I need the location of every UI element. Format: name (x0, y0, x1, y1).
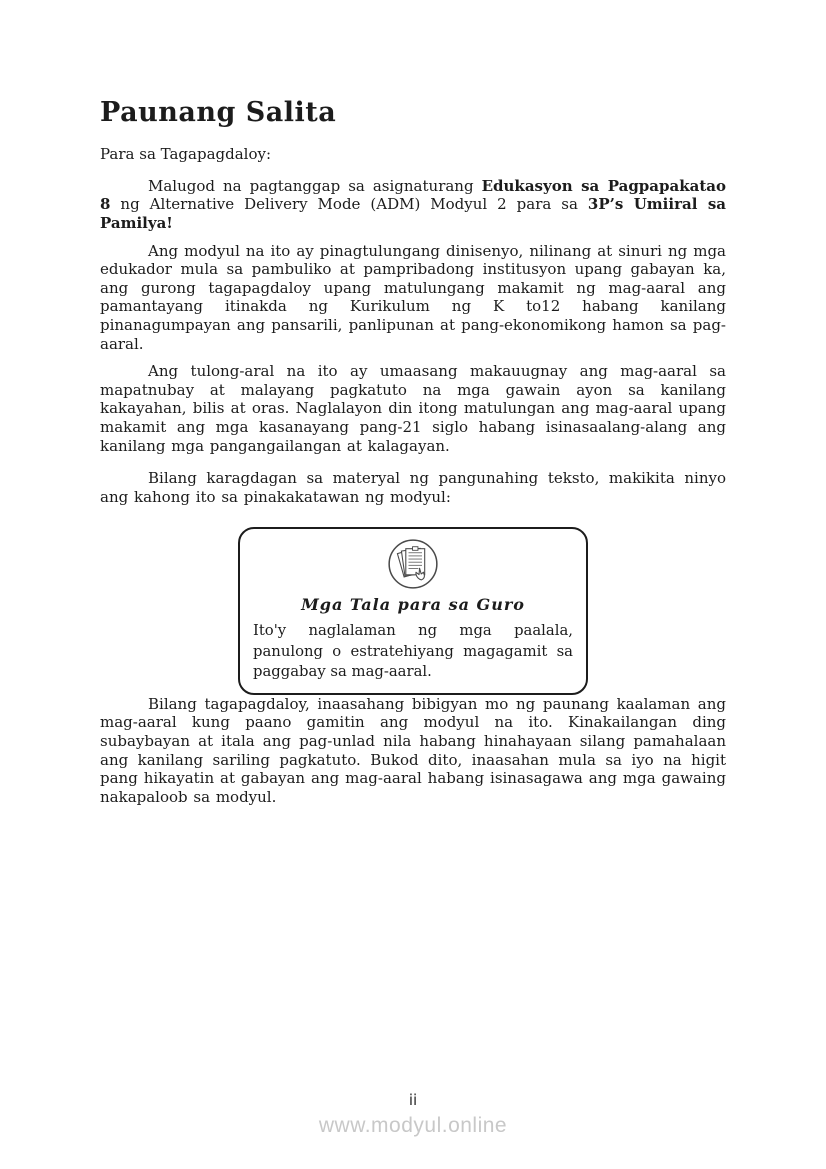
page-content (100, 97, 726, 815)
intro-paragraph-4: Bilang karagdagan sa materyal ng pangunahing teksto, makikita ninyo ang kahong ito sa pinakakatawan ng modyul: (100, 469, 726, 506)
paragraph1-bold-subject: Edukasyon sa Pagpapakatao 8 (100, 176, 726, 214)
page-number: ii (408, 1091, 418, 1109)
closing-paragraph: Bilang tagapagdaloy, inaasahang bibigyan mo ng paunang kaalaman ang mag-aaral kung paano gamitin ang modyul na ito. Kinakailangan ding subaybayan at itala ang pag-unlad nila habang hinahayaan silang pamahalaan ang kanilang sariling pagkatuto. Bukod dito, inaasahan mula sa iyo na higit pang hikayatin at gabayan ang mag-aaral habang isinasagawa ang mga gawaing nakapaloob sa modyul. (100, 694, 726, 806)
note-box-title: Mga Tala para sa Guro (301, 595, 525, 615)
paragraph1-text-1: Malugod na pagtanggap sa asignaturang (148, 176, 482, 195)
intro-paragraph-1 (100, 177, 726, 233)
intro-paragraph-2: Ang modyul na ito ay pinagtulungang dinisenyo, nilinang at sinuri ng mga edukador mula sa pambuliko at pampribadong institusyon upang gabayan ka, ang gurong tagapagdaloy upang matulungang makamit ng mag-aaral ang pamantayang itinakda ng Kurikulum ng K to12 habang kanilang pinanagumpayan ang pansarili, panlipunan at pang-ekonomikong hamon sa pag-aaral. (100, 241, 726, 353)
intro-paragraph-3: Ang tulong-aral na ito ay umaasang makauugnay ang mag-aaral sa mapatnubay at malayang pagkatuto na mga gawain ayon sa kanilang kakayahan, bilis at oras. Naglalayon din itong matulungan ang mag-aaral upang makamit ang mga kasanayang pang-21 siglo habang isinasaalang-alang ang kanilang mga pangangailangan at kalagayan. (100, 362, 726, 455)
teacher-note-box (238, 527, 588, 695)
salutation-line: Para sa Tagapagdaloy: (100, 145, 272, 164)
page-title: Paunang Salita (100, 97, 337, 128)
notes-hand-icon (253, 537, 573, 591)
paragraph1-bold-module-title: 3P’s Umiiral sa Pamilya! (100, 195, 726, 233)
note-box-body: Ito'y naglalaman ng mga paalala, panulong o estratehiyang magagamit sa paggabay sa mag-aaral. (253, 622, 573, 681)
watermark-url: www.modyul.online (318, 1114, 508, 1137)
paragraph1-text-2: ng Alternative Delivery Mode (ADM) Modyul 2 para sa (110, 195, 588, 214)
